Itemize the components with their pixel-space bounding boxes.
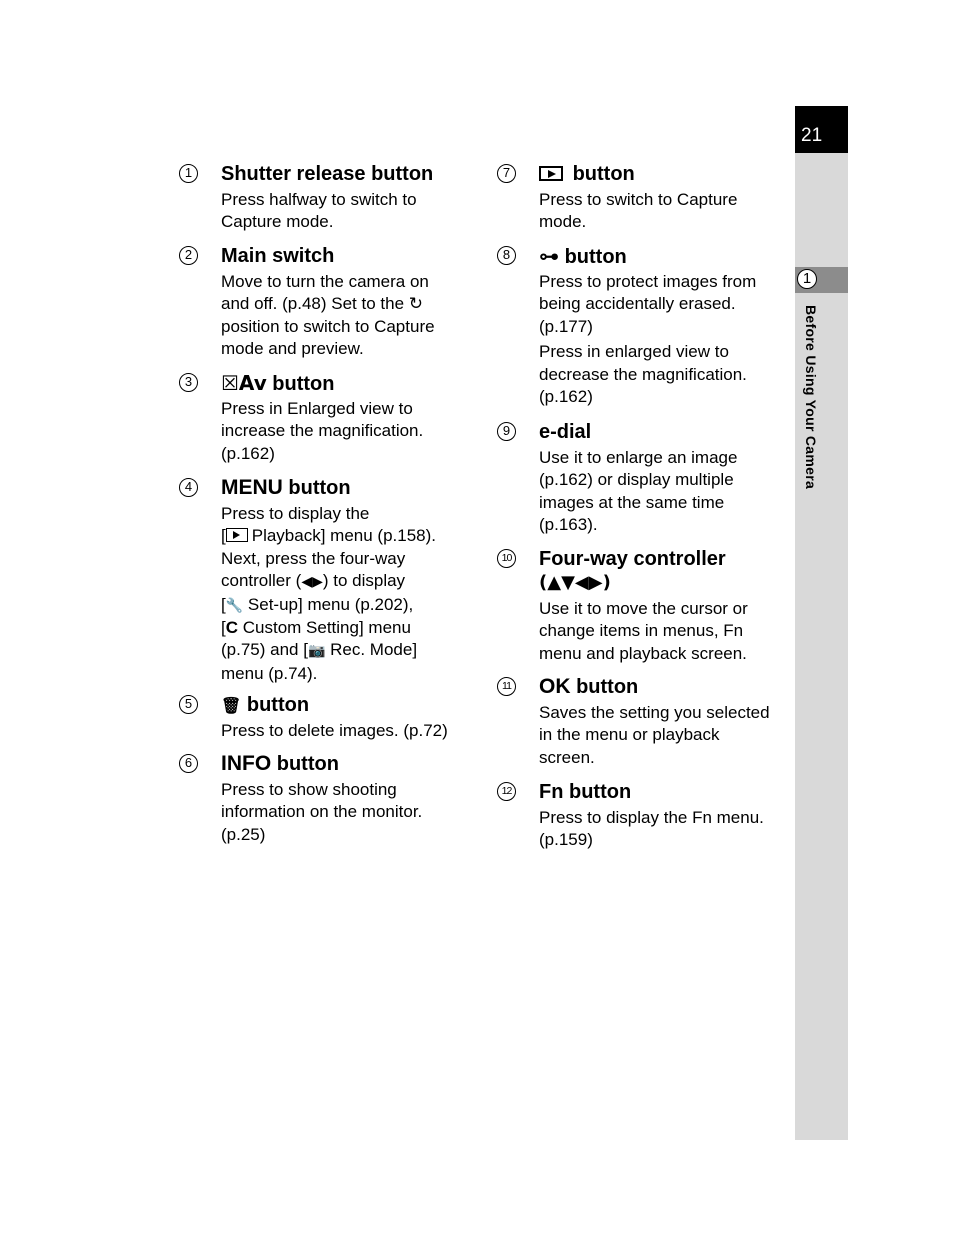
item-info-button bbox=[184, 752, 423, 846]
item-title: INFO button bbox=[221, 752, 339, 775]
item-number: 11 bbox=[497, 677, 516, 696]
item-number: 7 bbox=[497, 164, 516, 183]
info-label: INFO bbox=[221, 752, 272, 775]
chapter-side-strip bbox=[795, 106, 848, 1140]
wrench-icon: 🔧 bbox=[225, 597, 244, 614]
item-number: 5 bbox=[179, 695, 198, 714]
item-description-secondary: Press in enlarged view to decrease the magnification. (p.162) bbox=[539, 342, 747, 407]
chapter-number: 1 bbox=[797, 269, 817, 289]
item-menu-button bbox=[184, 476, 436, 685]
item-four-way-controller bbox=[501, 547, 748, 665]
item-title: Four-way controller (▲▼◀▶) bbox=[539, 547, 748, 595]
chapter-title: Before Using Your Camera bbox=[803, 305, 819, 490]
playback-icon bbox=[226, 528, 248, 542]
four-way-arrows-icon: (▲▼◀▶) bbox=[539, 572, 611, 593]
item-fn-button bbox=[501, 780, 764, 852]
item-description: Press to switch to Capture mode. bbox=[539, 190, 738, 232]
protect-key-icon: ⊶ bbox=[539, 244, 559, 268]
item-title: ☒Av button bbox=[221, 371, 335, 395]
item-description: Move to turn the camera on and off. (p.48) Set to the ↻ position to switch to Capture mode and preview. bbox=[221, 272, 435, 359]
item-main-switch bbox=[184, 244, 435, 361]
item-delete-button bbox=[184, 693, 448, 742]
item-title: MENU button bbox=[221, 476, 351, 499]
item-title: Main switch bbox=[221, 245, 335, 267]
playback-preview-icon: ↻ bbox=[408, 294, 424, 315]
item-number: 10 bbox=[497, 549, 516, 568]
trash-icon: 🗑 bbox=[221, 696, 242, 715]
item-description: Use it to move the cursor or change items in menus, Fn menu and playback screen. bbox=[539, 599, 748, 663]
item-shutter-release bbox=[184, 162, 434, 234]
item-description: Use it to enlarge an image (p.162) or display multiple images at the same time (p.163). bbox=[539, 448, 738, 535]
item-number: 6 bbox=[179, 754, 198, 773]
item-number: 2 bbox=[179, 246, 198, 265]
item-title: Shutter release button bbox=[221, 163, 434, 185]
item-playback-button bbox=[502, 162, 738, 234]
item-description: Press to display the [ Playback] menu (p.158). Next, press the four-way controller (◀▶) to display [🔧 Set-up] menu (p.202), [C Custom Setting] menu (p.75) and [📷 Rec. Mode] menu (p.74). bbox=[221, 504, 436, 683]
ok-label: OK bbox=[539, 675, 571, 698]
item-number: 3 bbox=[179, 373, 198, 392]
item-description: Saves the setting you selected in the menu or playback screen. bbox=[539, 703, 770, 767]
fn-label: Fn bbox=[539, 781, 564, 803]
exposure-compensation-av-icon: ☒Av bbox=[221, 371, 267, 395]
item-number: 1 bbox=[179, 164, 198, 183]
item-protect-button bbox=[502, 244, 757, 408]
item-description: Press to display the Fn menu. (p.159) bbox=[539, 808, 764, 850]
item-title: ⊶ button bbox=[539, 244, 627, 268]
item-title: Fn button bbox=[539, 781, 632, 803]
playback-icon bbox=[539, 166, 563, 181]
camera-icon: 📷 bbox=[307, 643, 326, 660]
item-title: 🗑 button bbox=[221, 694, 310, 716]
item-number: 9 bbox=[497, 422, 516, 441]
item-number: 12 bbox=[497, 782, 516, 801]
item-description: Press halfway to switch to Capture mode. bbox=[221, 190, 417, 232]
item-exposure-av-button bbox=[184, 371, 424, 465]
item-description: Press in Enlarged view to increase the magnification. (p.162) bbox=[221, 399, 424, 463]
item-title: OK button bbox=[539, 675, 639, 698]
page-number: 21 bbox=[795, 106, 848, 153]
item-e-dial bbox=[502, 420, 738, 537]
item-ok-button bbox=[502, 675, 770, 769]
item-title: button bbox=[539, 162, 737, 186]
custom-c-icon: C bbox=[225, 618, 239, 638]
item-description: Press to delete images. (p.72) bbox=[221, 721, 448, 740]
item-title: e-dial bbox=[539, 421, 592, 443]
left-right-arrows-icon: ◀▶ bbox=[301, 574, 323, 591]
item-number: 8 bbox=[497, 246, 516, 265]
menu-label: MENU bbox=[221, 476, 283, 499]
item-number: 4 bbox=[179, 478, 198, 497]
item-description: Press to show shooting information on the monitor. (p.25) bbox=[221, 780, 423, 844]
item-description: Press to protect images from being accidentally erased. (p.177) bbox=[539, 272, 757, 336]
